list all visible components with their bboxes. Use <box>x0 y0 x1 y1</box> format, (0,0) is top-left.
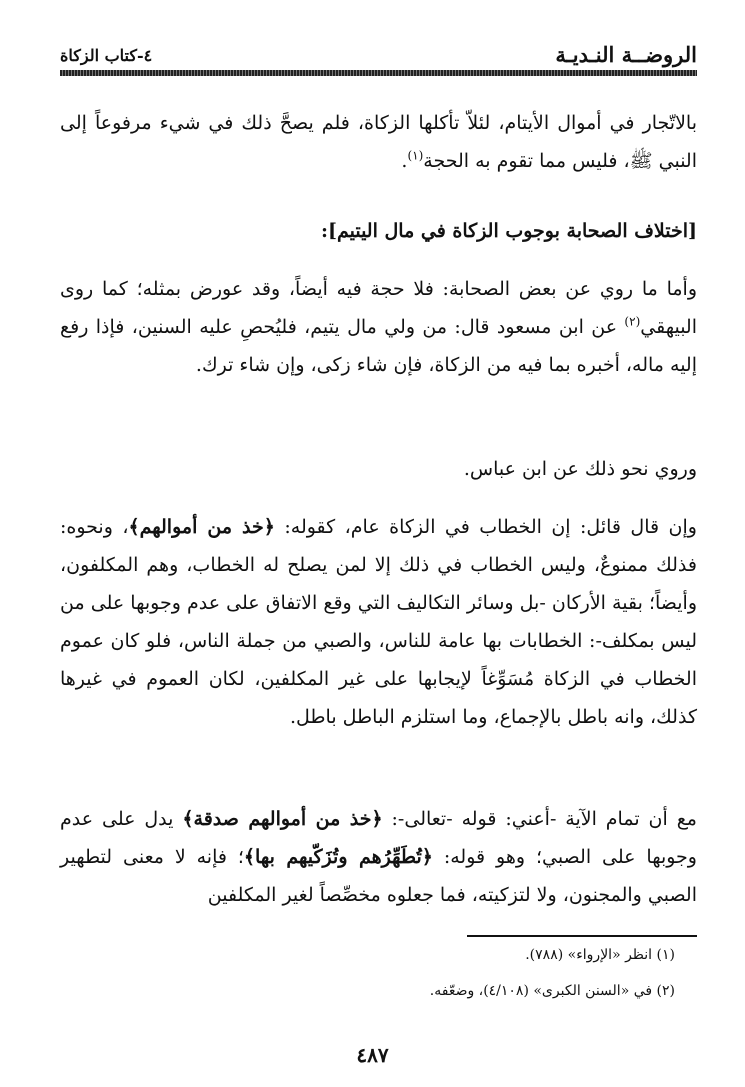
footnote-1: (١) انظر «الإرواء» (٧٨٨). <box>525 947 675 963</box>
paragraph-3: وروي نحو ذلك عن ابن عباس. <box>463 458 697 480</box>
paragraph-4: وإن قال قائل: إن الخطاب في الزكاة عام، كقوله: ﴿خذ من أموالهم﴾، ونحوه: فذلك ممنوعٌ، وليس الخطاب في ذلك إلا لمن يصلح له الخطاب، وهم المكلفون، وأيضاً؛ بقية الأركان -بل وسائر التكاليف التي وقع الاتفاق على عدم وجوبها على من ليس بمكلف-: الخطابات بها عامة للناس، والصبي من جملة الناس، فلو كان عموم الخطاب في الزكاة مُسَوِّغاً لإيجابها على غير المكلفين، لكان العموم في غيرها كذلك، وانه باطل بالإجماع، وما استلزم الباطل باطل. <box>60 516 697 728</box>
footnote-2: (٢) في «السنن الكبرى» (٤/١٠٨)، وضعّفه. <box>429 983 675 999</box>
running-header <box>60 34 697 68</box>
paragraph-5: مع أن تمام الآية -أعني: قوله -تعالى-: ﴿خذ من أموالهم صدقة﴾ يدل على عدم وجوبها على الصبي؛ وهو قوله: ﴿تُطَهِّرُهم وتُزَكّيهم بها﴾؛ فإنه لا معنى لتطهير الصبي والمجنون، ولا لتزكيته، فما جعلوه مخصِّصاً لغير المكلفين <box>60 808 697 906</box>
book-title: الروضــة النـديـة <box>555 42 697 67</box>
quran-quote: ﴿خذ من أموالهم﴾ <box>128 516 275 538</box>
footnote-separator <box>467 935 697 937</box>
footnote-ref-2: (٢) <box>624 314 641 329</box>
paragraph-1: بالاتّجار في أموال الأيتام، لئلاّ تأكلها الزكاة، فلم يصحَّ ذلك في شيء مرفوعاً إلى النبي ﷺ، فليس مما تقوم به الحجة$^{(١)}$. <box>60 112 697 172</box>
footnote-ref-1: (١) <box>407 148 424 163</box>
quran-quote: ﴿تُطَهِّرُهم وتُزَكّيهم بها﴾ <box>243 846 433 868</box>
chapter-title: ٤-كتاب الزكاة <box>60 46 153 65</box>
paragraph-2: وأما ما روي عن بعض الصحابة: فلا حجة فيه أيضاً، وقد عورض بمثله؛ كما روى البيهقي$^{(٢)}$ عن ابن مسعود قال: من ولي مال يتيم، فليُحصِ عليه السنين، فإذا رفع إليه ماله، أخبره بما فيه من الزكاة، فإن شاء زكى، وإن شاء ترك. <box>60 278 697 376</box>
quran-quote: ﴿خذ من أموالهم صدقة﴾ <box>182 808 383 830</box>
section-heading: [اختلاف الصحابة بوجوب الزكاة في مال اليتيم]: <box>320 220 697 242</box>
header-rule <box>60 70 697 76</box>
page-number: ٤٨٧ <box>356 1043 389 1067</box>
